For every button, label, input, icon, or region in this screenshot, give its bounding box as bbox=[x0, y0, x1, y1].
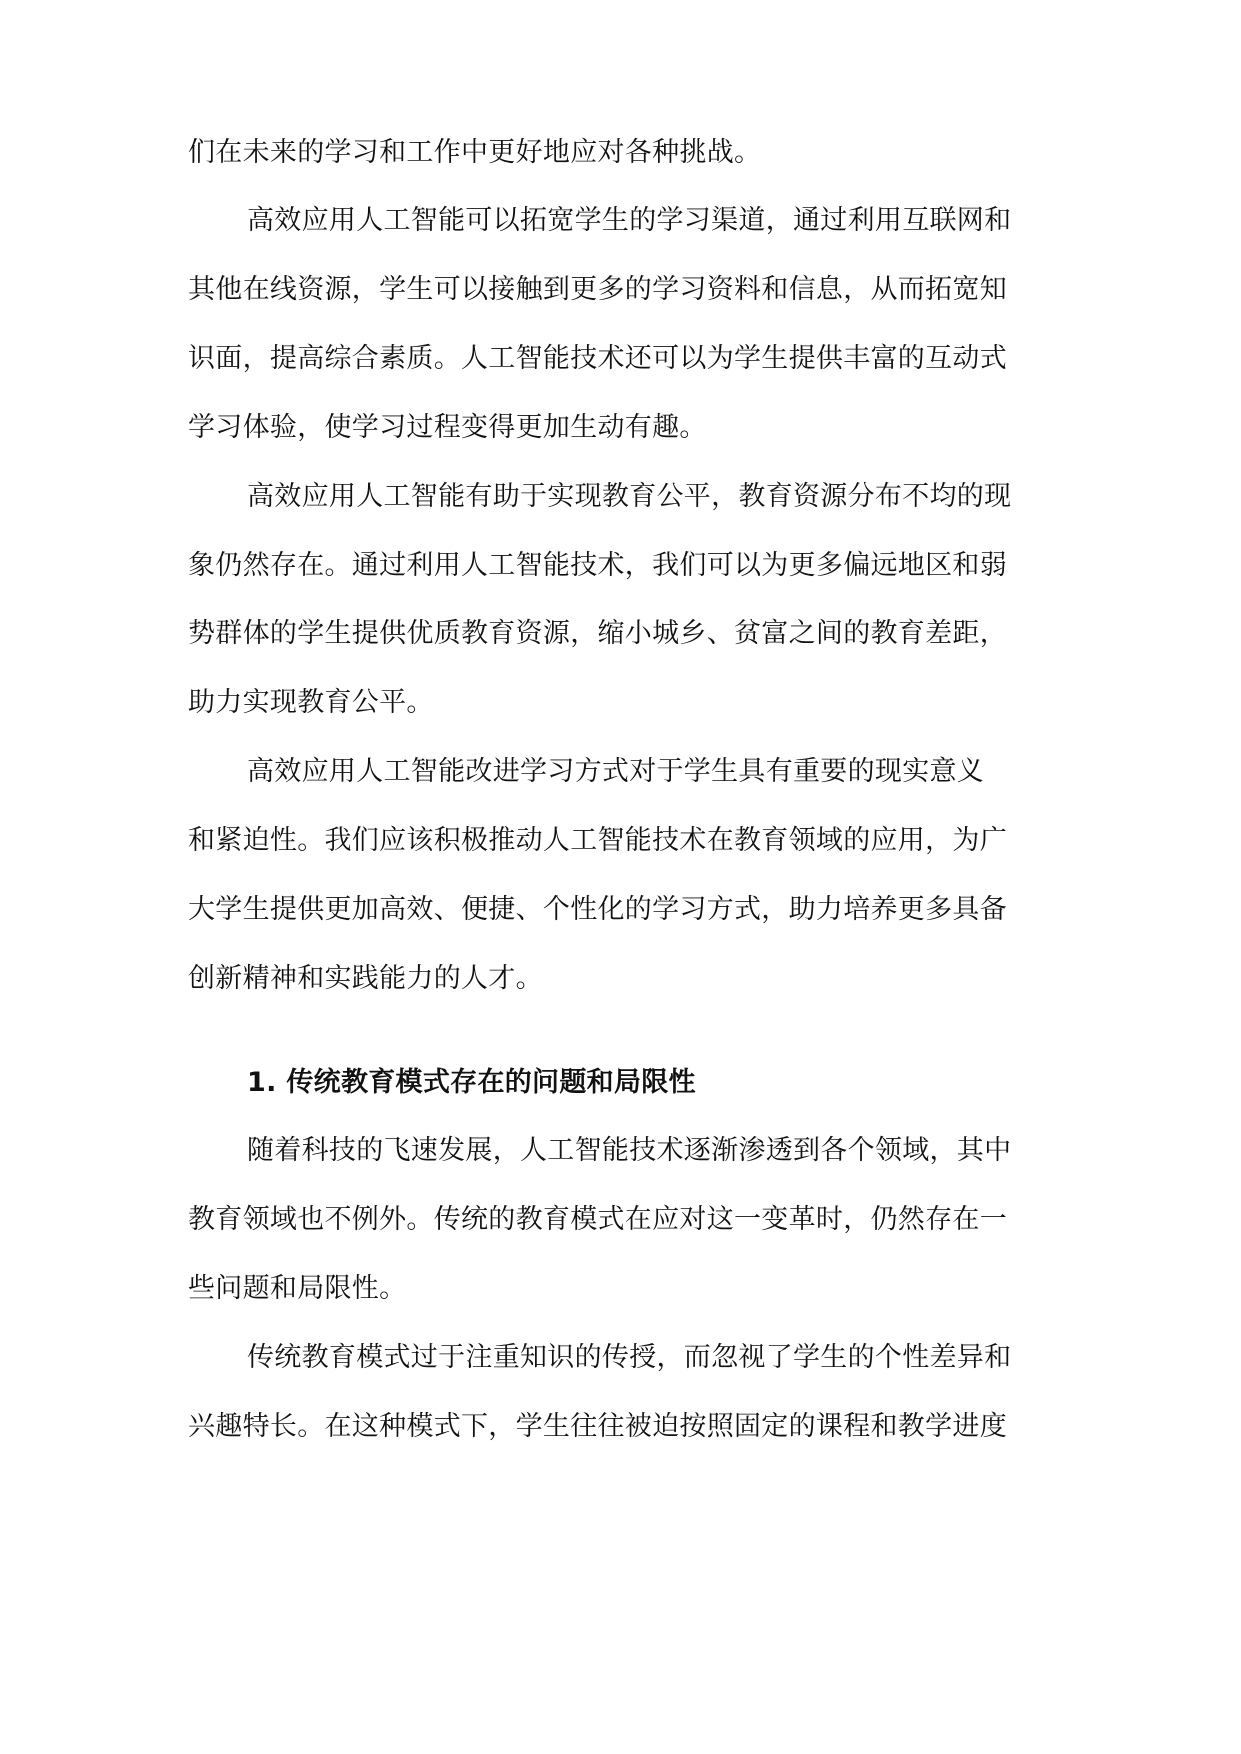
paragraph-line: 和紧迫性。我们应该积极推动人工智能技术在教育领域的应用，为广 bbox=[188, 825, 1007, 856]
paragraph-line: 随着科技的飞速发展，人工智能技术逐渐渗透到各个领域，其中 bbox=[247, 1135, 1012, 1166]
paragraph-line: 识面，提高综合素质。人工智能技术还可以为学生提供丰富的互动式 bbox=[188, 343, 1007, 374]
paragraph-line: 其他在线资源，学生可以接触到更多的学习资料和信息，从而拓宽知 bbox=[188, 274, 1007, 305]
paragraph-line: 兴趣特长。在这种模式下，学生往往被迫按照固定的课程和教学进度 bbox=[188, 1411, 1007, 1442]
paragraph-line: 高效应用人工智能改进学习方式对于学生具有重要的现实意义 bbox=[247, 756, 985, 787]
paragraph-line: 教育领域也不例外。传统的教育模式在应对这一变革时，仍然存在一 bbox=[188, 1204, 1007, 1235]
paragraph-line: 些问题和局限性。 bbox=[188, 1273, 407, 1304]
section-heading: 1. 传统教育模式存在的问题和局限性 bbox=[247, 1067, 696, 1098]
paragraph-line: 大学生提供更加高效、便捷、个性化的学习方式，助力培养更多具备 bbox=[188, 894, 1007, 925]
paragraph-line: 象仍然存在。通过利用人工智能技术，我们可以为更多偏远地区和弱 bbox=[188, 550, 1007, 581]
paragraph-line: 们在未来的学习和工作中更好地应对各种挑战。 bbox=[188, 137, 762, 168]
paragraph-line: 传统教育模式过于注重知识的传授，而忽视了学生的个性差异和 bbox=[247, 1342, 1012, 1373]
paragraph-line: 高效应用人工智能可以拓宽学生的学习渠道，通过利用互联网和 bbox=[247, 205, 1012, 236]
paragraph-line: 学习体验，使学习过程变得更加生动有趣。 bbox=[188, 412, 707, 443]
paragraph-line: 势群体的学生提供优质教育资源，缩小城乡、贫富之间的教育差距， bbox=[188, 618, 1007, 649]
paragraph-line: 助力实现教育公平。 bbox=[188, 687, 434, 718]
paragraph-line: 创新精神和实践能力的人才。 bbox=[188, 963, 543, 994]
paragraph-line: 高效应用人工智能有助于实现教育公平，教育资源分布不均的现 bbox=[247, 481, 1012, 512]
